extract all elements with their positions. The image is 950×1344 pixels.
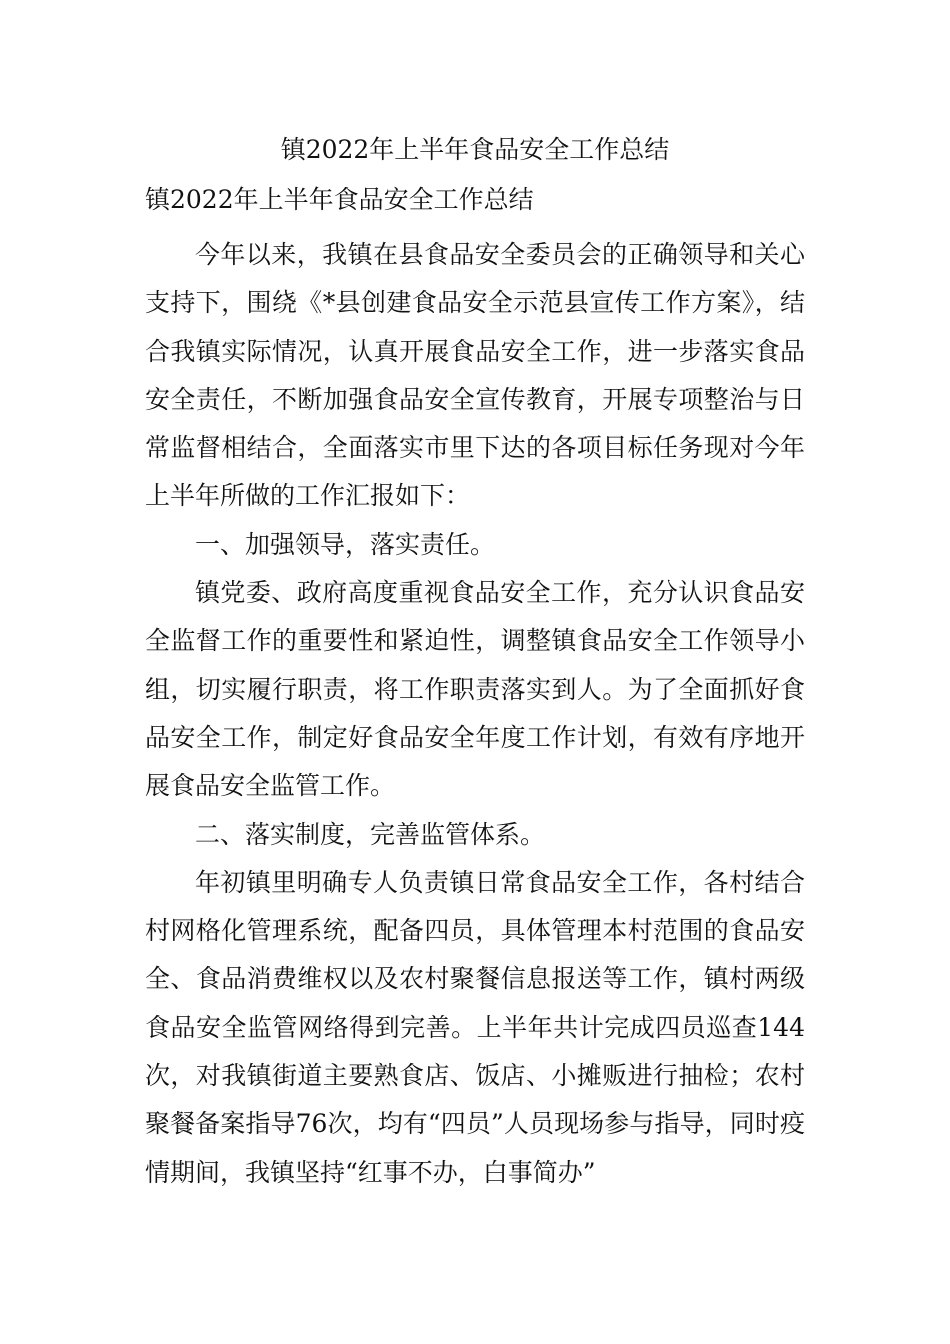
section-heading-2: 二、落实制度，完善监管体系。 (195, 819, 546, 849)
section-2-paragraph: 年初镇里明确专人负责镇日常食品安全工作，各村结合村网格化管理系统，配备四员，具体管理本村范围的食品安全、食品消费维权以及农村聚餐信息报送等工作，镇村两级食品安全监管网络得到完善。上半年共计完成四员巡查144次，对我镇街道主要熟食店、饭店、小摊贩进行抽检；农村聚餐备案指导76次，均有“四员”人员现场参与指导，同时疫情期间，我镇坚持“红事不办，白事简办” (145, 867, 805, 1187)
document-body (145, 231, 805, 1197)
section-1-paragraph: 镇党委、政府高度重视食品安全工作，充分认识食品安全监督工作的重要性和紧迫性，调整镇食品安全工作领导小组，切实履行职责，将工作职责落实到人。为了全面抓好食品安全工作，制定好食品安全年度工作计划，有效有序地开展食品安全监管工作。 (145, 578, 805, 801)
document-title: 镇2022年上半年食品安全工作总结 (280, 135, 670, 164)
section-heading-1: 一、加强领导，落实责任。 (195, 529, 496, 559)
document-subtitle: 镇2022年上半年食品安全工作总结 (145, 185, 534, 214)
intro-paragraph: 今年以来，我镇在县食品安全委员会的正确领导和关心支持下，围绕《*县创建食品安全示范县宣传工作方案》，结合我镇实际情况，认真开展食品安全工作，进一步落实食品安全责任，不断加强食品安全宣传教育，开展专项整治与日常监督相结合，全面落实市里下达的各项目标任务现对今年上半年所做的工作汇报如下： (145, 240, 805, 511)
